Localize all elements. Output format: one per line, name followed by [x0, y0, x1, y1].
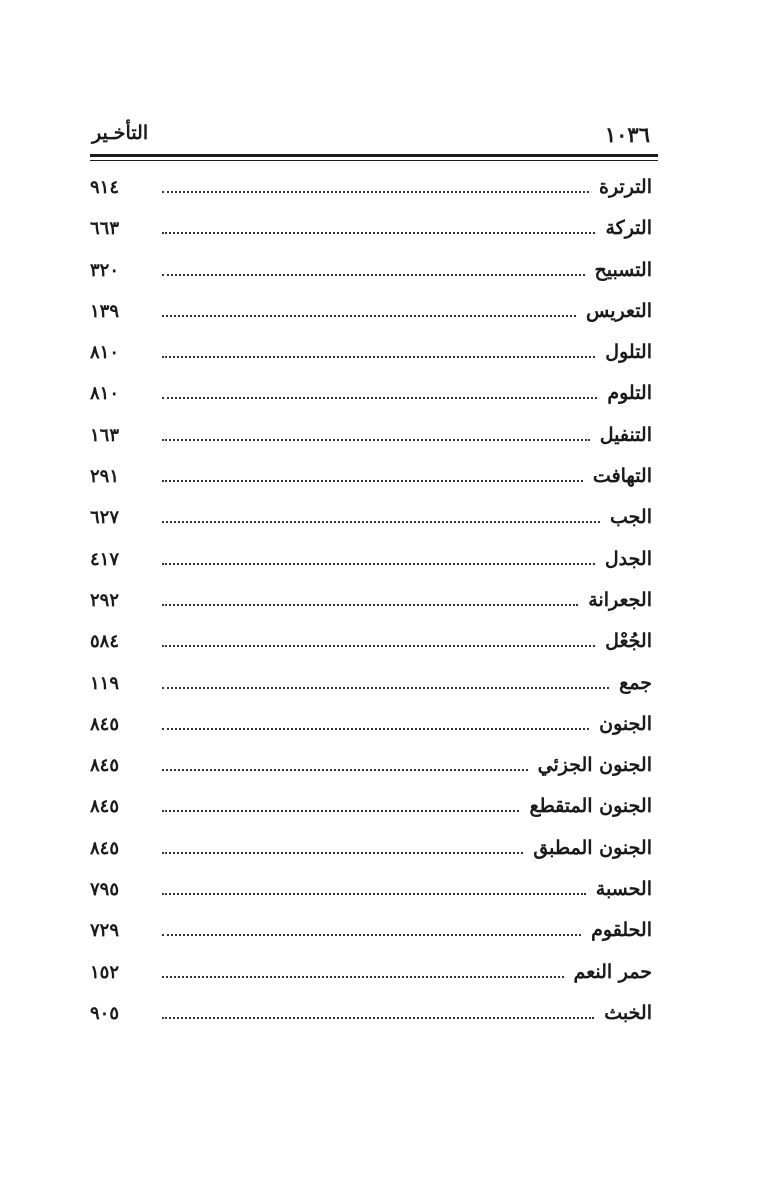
- index-entry: [90, 548, 658, 589]
- entry-page-number: ٨١٠: [90, 383, 120, 405]
- index-entry: [90, 1002, 658, 1043]
- dot-leader: [162, 644, 595, 647]
- dot-leader: [162, 851, 523, 854]
- running-title: التأخـير: [92, 122, 149, 144]
- index-entry: [90, 589, 658, 630]
- entry-term: الحلقوم: [591, 919, 652, 942]
- index-entry: [90, 259, 658, 300]
- dot-leader: [162, 479, 583, 482]
- entry-term: الحسبة: [595, 878, 652, 901]
- entry-term: الخبث: [604, 1001, 652, 1024]
- dot-leader: [162, 562, 595, 565]
- index-entry: [90, 837, 658, 878]
- entry-page-number: ١٣٩: [90, 300, 120, 322]
- index-entry: [90, 506, 658, 547]
- index-entry: [90, 465, 658, 506]
- entry-page-number: ٨١٠: [90, 342, 120, 364]
- index-entry: [90, 630, 658, 671]
- index-entry: [90, 713, 658, 754]
- entry-page-number: ٨٤٥: [90, 755, 120, 777]
- entry-page-number: ٨٤٥: [90, 796, 120, 818]
- header-rule-thick: [90, 154, 658, 157]
- dot-leader: [162, 190, 589, 193]
- book-page: [90, 118, 658, 1058]
- entry-term: الجنون: [599, 712, 652, 735]
- entry-page-number: ١١٩: [90, 672, 120, 694]
- entry-term: التهافت: [592, 465, 652, 488]
- entry-term: حمر النعم: [573, 960, 652, 983]
- entry-page-number: ١٦٣: [90, 424, 120, 446]
- index-entry: [90, 795, 658, 836]
- entry-page-number: ٢٩٢: [90, 589, 120, 611]
- index-entry: [90, 176, 658, 217]
- entry-term: الجُعْل: [605, 630, 652, 653]
- dot-leader: [162, 314, 576, 317]
- entry-term: التلوم: [607, 382, 652, 405]
- entry-page-number: ١٥٢: [90, 961, 120, 983]
- page-header: [90, 118, 658, 154]
- page-number: ١٠٣٦: [604, 122, 650, 147]
- entry-term: التسبيح: [594, 258, 652, 281]
- dot-leader: [162, 396, 597, 399]
- entry-page-number: ٦٦٣: [90, 218, 120, 240]
- dot-leader: [162, 231, 595, 234]
- entry-page-number: ٤١٧: [90, 548, 120, 570]
- entry-page-number: ٩١٤: [90, 177, 120, 198]
- index-entry: [90, 382, 658, 423]
- dot-leader: [162, 809, 519, 812]
- index-entry: [90, 217, 658, 258]
- entry-term: الجنون الجزئي: [537, 754, 652, 777]
- entry-page-number: ٧٩٥: [90, 879, 120, 901]
- entry-term: التنفيل: [599, 423, 652, 446]
- entry-page-number: ٩٠٥: [90, 1002, 120, 1024]
- entry-page-number: ٦٢٧: [90, 507, 120, 529]
- entry-term: الجنون المتقطع: [529, 795, 652, 818]
- entry-page-number: ٥٨٤: [90, 631, 120, 653]
- entry-term: الترترة: [598, 176, 652, 198]
- index-entry: [90, 672, 658, 713]
- entry-term: الجدل: [604, 547, 652, 570]
- dot-leader: [162, 520, 600, 523]
- index-entries: [90, 176, 658, 1043]
- entry-page-number: ٣٢٠: [90, 259, 120, 281]
- header-rule-thin: [90, 160, 658, 161]
- index-entry: [90, 341, 658, 382]
- dot-leader: [162, 1016, 594, 1019]
- index-entry: [90, 424, 658, 465]
- dot-leader: [162, 768, 528, 771]
- index-entry: [90, 300, 658, 341]
- dot-leader: [162, 686, 609, 689]
- entry-term: الجب: [610, 506, 652, 529]
- entry-term: جمع: [619, 671, 652, 694]
- index-entry: [90, 961, 658, 1002]
- dot-leader: [162, 603, 578, 606]
- entry-page-number: ٢٩١: [90, 466, 120, 488]
- entry-term: التعريس: [586, 299, 652, 322]
- entry-term: التركة: [605, 217, 652, 240]
- dot-leader: [162, 355, 595, 358]
- index-entry: [90, 919, 658, 960]
- dot-leader: [162, 892, 586, 895]
- index-entry: [90, 754, 658, 795]
- index-entry: [90, 878, 658, 919]
- dot-leader: [162, 933, 581, 936]
- entry-term: الجنون المطبق: [533, 836, 652, 859]
- entry-page-number: ٨٤٥: [90, 713, 120, 735]
- dot-leader: [162, 273, 585, 276]
- dot-leader: [162, 727, 589, 730]
- dot-leader: [162, 975, 564, 978]
- entry-page-number: ٨٤٥: [90, 837, 120, 859]
- dot-leader: [162, 438, 590, 441]
- entry-page-number: ٧٢٩: [90, 920, 120, 942]
- entry-term: الجعرانة: [588, 588, 652, 611]
- entry-term: التلول: [605, 341, 652, 364]
